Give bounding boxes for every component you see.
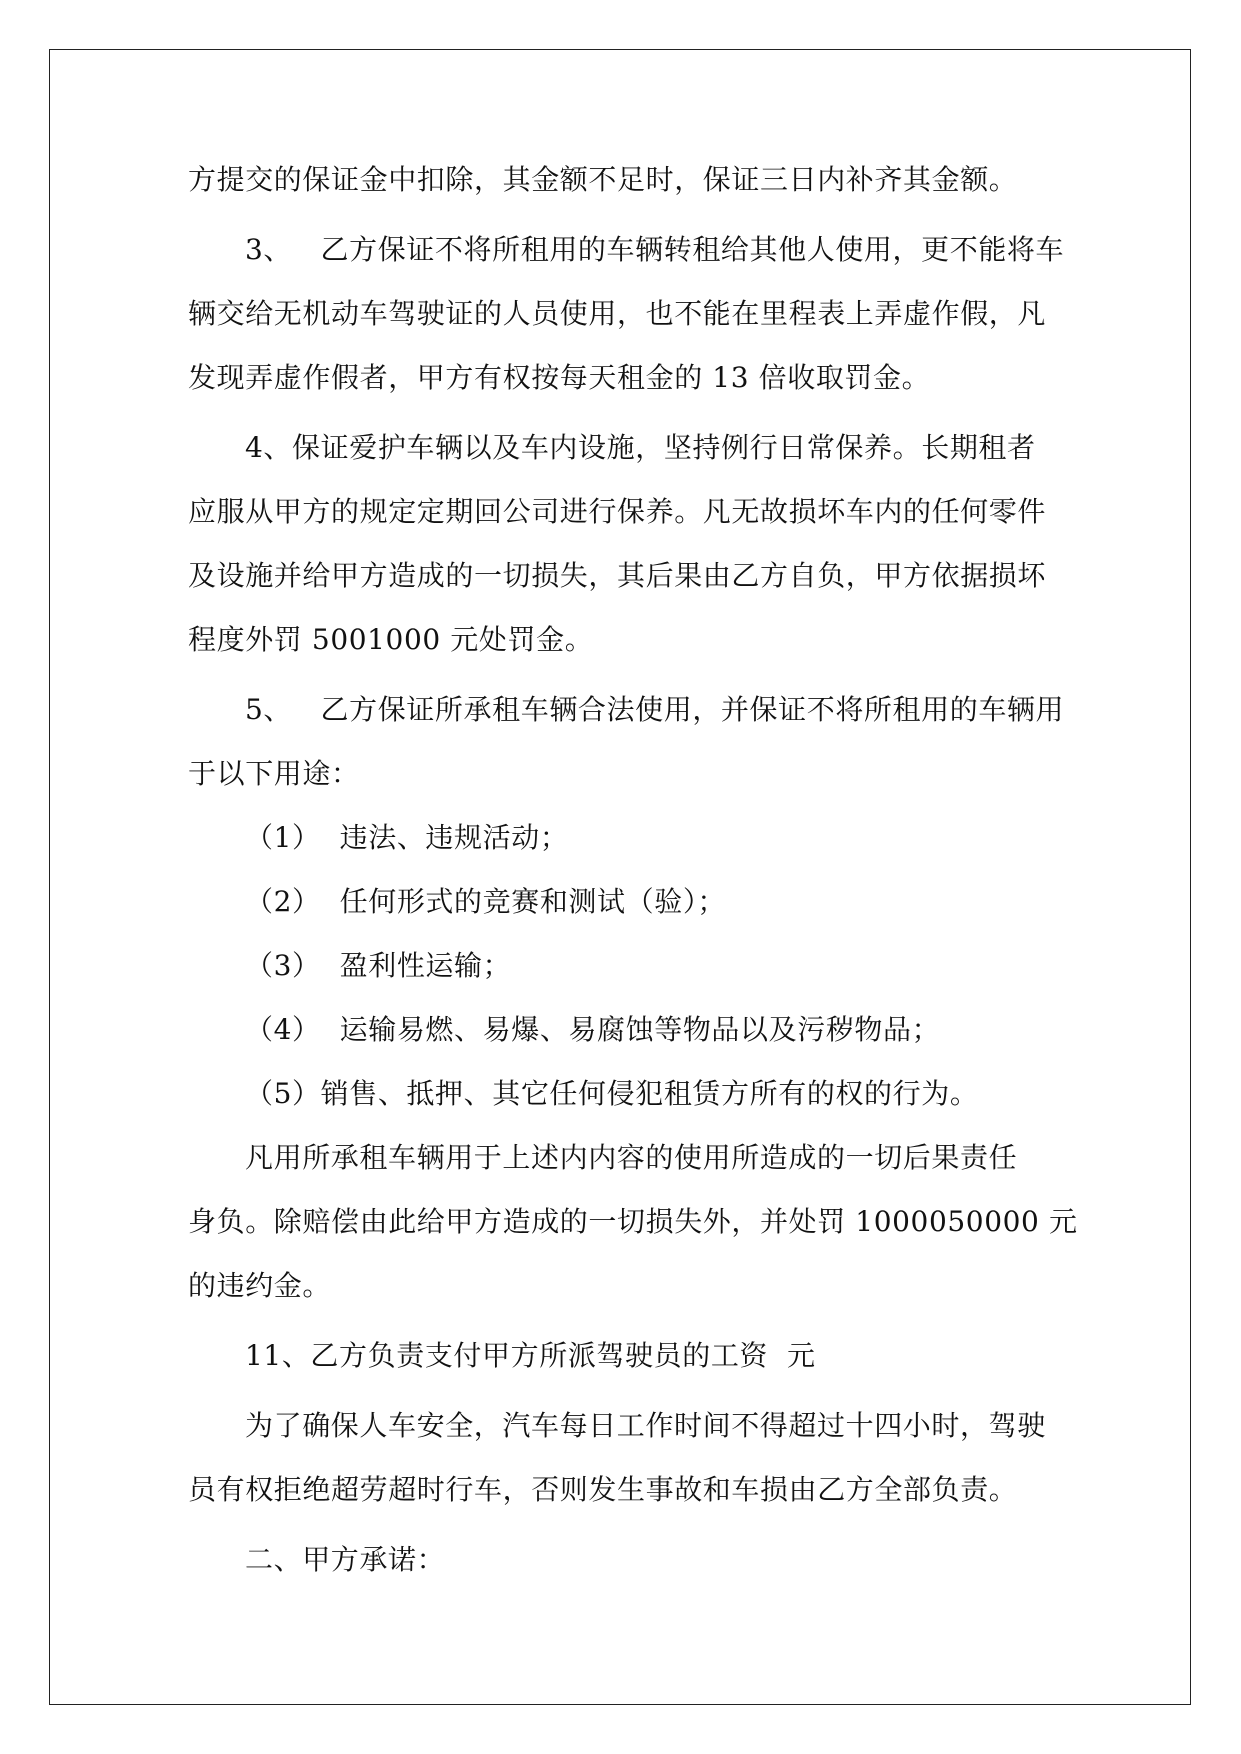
- paragraph-line: 方提交的保证金中扣除，其金额不足时，保证三日内补齐其金额。: [188, 163, 1018, 196]
- list-item: （5）销售、抵押、其它任何侵犯租赁方所有的权的行为。: [245, 1077, 979, 1110]
- paragraph-line: 的违约金。: [188, 1269, 332, 1302]
- list-item: （3） 盈利性运输；: [245, 949, 512, 982]
- list-item: （1） 违法、违规活动；: [245, 821, 569, 854]
- paragraph-line: 11、乙方负责支付甲方所派驾驶员的工资 元: [245, 1339, 816, 1372]
- paragraph-line: 程度外罚 5001000 元处罚金。: [188, 623, 594, 656]
- paragraph-line: 发现弄虚作假者，甲方有权按每天租金的 13 倍收取罚金。: [188, 361, 931, 394]
- section-heading: 二、甲方承诺：: [245, 1543, 446, 1576]
- paragraph-line: 员有权拒绝超劳超时行车，否则发生事故和车损由乙方全部负责。: [188, 1473, 1018, 1506]
- paragraph-line: 凡用所承租车辆用于上述内内容的使用所造成的一切后果责任: [245, 1141, 1018, 1174]
- paragraph-line: 辆交给无机动车驾驶证的人员使用，也不能在里程表上弄虚作假，凡: [188, 297, 1047, 330]
- list-item: （2） 任何形式的竞赛和测试（验）；: [245, 885, 727, 918]
- paragraph-line: 为了确保人车安全，汽车每日工作时间不得超过十四小时，驾驶: [245, 1409, 1046, 1442]
- paragraph-line: 应服从甲方的规定定期回公司进行保养。凡无故损坏车内的任何零件: [188, 495, 1047, 528]
- paragraph-line: 于以下用途：: [188, 757, 360, 790]
- paragraph-line: 5、 乙方保证所承租车辆合法使用，并保证不将所租用的车辆用: [245, 693, 1065, 726]
- paragraph-line: 及设施并给甲方造成的一切损失，其后果由乙方自负，甲方依据损坏: [188, 559, 1047, 592]
- paragraph-line: 身负。除赔偿由此给甲方造成的一切损失外，并处罚 1000050000 元: [188, 1205, 1078, 1238]
- paragraph-line: 4、保证爱护车辆以及车内设施，坚持例行日常保养。长期租者: [245, 431, 1036, 464]
- paragraph-line: 3、 乙方保证不将所租用的车辆转租给其他人使用，更不能将车: [245, 233, 1065, 266]
- list-item: （4） 运输易燃、易爆、易腐蚀等物品以及污秽物品；: [245, 1013, 941, 1046]
